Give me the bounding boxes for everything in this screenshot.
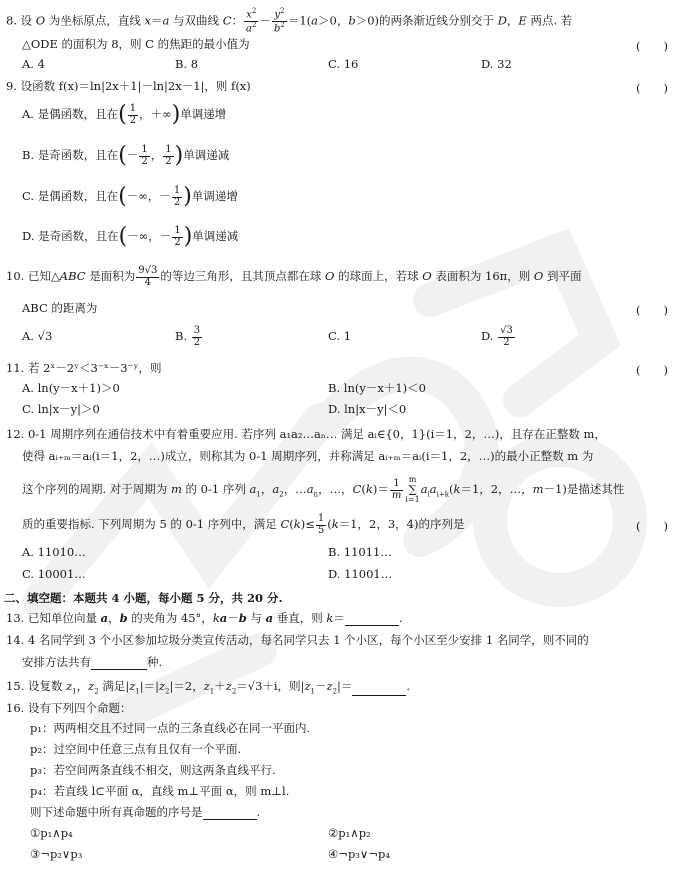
q8-answer-paren: ( )	[636, 39, 668, 53]
q8-option-b: B. 8	[175, 57, 199, 71]
q10-option-a: A. √3	[22, 329, 53, 343]
q10-option-b: B. $\frac{3}{2}$	[175, 325, 201, 348]
q9-option-c: C. 是偶函数，且在(－∞，－ $\frac{1}{2}$ )单调递增	[22, 184, 238, 209]
q10-line2: ABC 的距离为	[22, 301, 98, 315]
q16-proposition-p2: p₂：过空间中任意三点有且仅有一个平面.	[30, 742, 242, 756]
q14-line2: 安排方法共有 种.	[22, 655, 163, 669]
q16-proposition-p3: p₃：若空间两条直线不相交，则这两条直线平行.	[30, 763, 276, 777]
q16-choice-1: ①p₁∧p₄	[30, 826, 73, 840]
q11-answer-paren: ( )	[636, 363, 668, 377]
q12-option-c: C. 10001…	[22, 567, 86, 581]
q10-option-d: D. $\frac{√3}{2}$	[481, 325, 513, 348]
q9-stem: 9. 设函数 f(x)＝ln|2x＋1|－ln|2x－1|，则 f(x)	[6, 79, 251, 93]
q11-option-b: B. ln(y－x＋1)＜0	[328, 381, 426, 395]
q9-answer-paren: ( )	[636, 81, 668, 95]
q16-choice-4: ④¬p₃∨¬p₄	[328, 847, 390, 861]
q8-option-d: D. 32	[481, 57, 512, 71]
q12-answer-paren: ( )	[636, 519, 668, 533]
q11-option-c: C. ln|x－y|＞0	[22, 402, 100, 416]
q16-choice-2: ②p₁∧p₂	[328, 826, 371, 840]
q11-option-d: D. ln|x－y|＜0	[328, 402, 407, 416]
q12-option-b: B. 11011…	[328, 545, 392, 559]
q16-ask: 则下述命题中所有真命题的序号是 .	[30, 805, 261, 819]
q12-line4: 质的重要指标. 下列周期为 5 的 0-1 序列中，满足 C(k)≤ $\frac{1}{5}$ (k＝1，2，3，4)的序列是	[22, 513, 465, 536]
q8-option-a: A. 4	[22, 57, 45, 71]
q12-line2: 使得 aᵢ₊ₘ＝aᵢ(i＝1，2，…)成立，则称其为 0-1 周期序列，并称满足 aᵢ₊ₘ＝aᵢ(i＝1，2，…)的最小正整数 m 为	[22, 449, 594, 463]
q11-option-a: A. ln(y－x＋1)＞0	[22, 381, 120, 395]
q15-text: 15. 设复数 $z_1$，$z_2$ 满足$|z_1|=|z_2|=2$，$z_1+z_2=√3+i$，则$|z_1-z_2|=$ .	[6, 679, 411, 696]
q10-line1: 10. 已知△ABC 是面积为 $\frac{9√3}{4}$ 的等边三角形，且其顶点都在球 O 的球面上，若球 O 表面积为 16π，则 O 到平面	[6, 265, 582, 288]
q12-option-a: A. 11010…	[22, 545, 86, 559]
q8-line2: △ODE 的面积为 8，则 C 的焦距的最小值为	[22, 37, 250, 51]
q16-proposition-p4: p₄：若直线 l⊂平面 α，直线 m⊥平面 α，则 m⊥l.	[30, 784, 290, 798]
q12-option-d: D. 11001…	[328, 567, 393, 581]
q8-line1: 8. 设 O 为坐标原点，直线 x＝a 与双曲线 C： $\frac{x^2}{a^2}$ － $\frac{y^2}{b^2}$ ＝1(a＞0，b＞0)的两条渐近线分别交于 D，E 两点. 若	[6, 7, 573, 35]
q9-option-d: D. 是奇函数，且在(－∞，－ $\frac{1}{2}$ )单调递减	[22, 224, 239, 249]
q16-proposition-p1: p₁：两两相交且不过同一点的三条直线必在同一平面内.	[30, 721, 311, 735]
q10-option-c: C. 1	[328, 329, 352, 343]
section-2-heading: 二、填空题：本题共 4 小题，每小题 5 分，共 20 分.	[4, 591, 283, 605]
q9-option-a: A. 是偶函数，且在( $\frac{1}{2}$ ，＋∞)单调递增	[22, 102, 227, 127]
q11-stem: 11. 若 2ˣ－2ʸ＜3⁻ˣ－3⁻ʸ，则	[6, 361, 162, 375]
q14-line1: 14. 4 名同学到 3 个小区参加垃圾分类宣传活动，每名同学只去 1 个小区，每个小区至少安排 1 名同学，则不同的	[6, 633, 589, 647]
q16-choice-3: ③¬p₂∨p₃	[30, 847, 83, 861]
q16-stem: 16. 设有下列四个命题：	[6, 701, 132, 715]
q9-option-b: B. 是奇函数，且在(－ $\frac{1}{2}$ ， $\frac{1}{2}$ )单调递减	[22, 143, 230, 168]
q10-answer-paren: ( )	[636, 303, 668, 317]
q8-option-c: C. 16	[328, 57, 359, 71]
q13-text: 13. 已知单位向量 a，b 的夹角为 45°，ka－b 与 a 垂直，则 k＝ .	[6, 611, 403, 625]
q12-line3: 这个序列的周期. 对于周期为 m 的 0-1 序列 $a_1$，$a_2$，$\dots a_n$，…，C(k)＝ $\frac{1}{m}$ m ∑ i=1 $a_ia_{i+k}(k=1$，2，…，m－1)是描述其性	[22, 475, 625, 504]
q12-line1: 12. 0-1 周期序列在通信技术中有着重要应用. 若序列 a₁a₂…aₙ… 满足 aᵢ∈{0，1}(i＝1，2，…)，且存在正整数 m，	[6, 427, 606, 441]
